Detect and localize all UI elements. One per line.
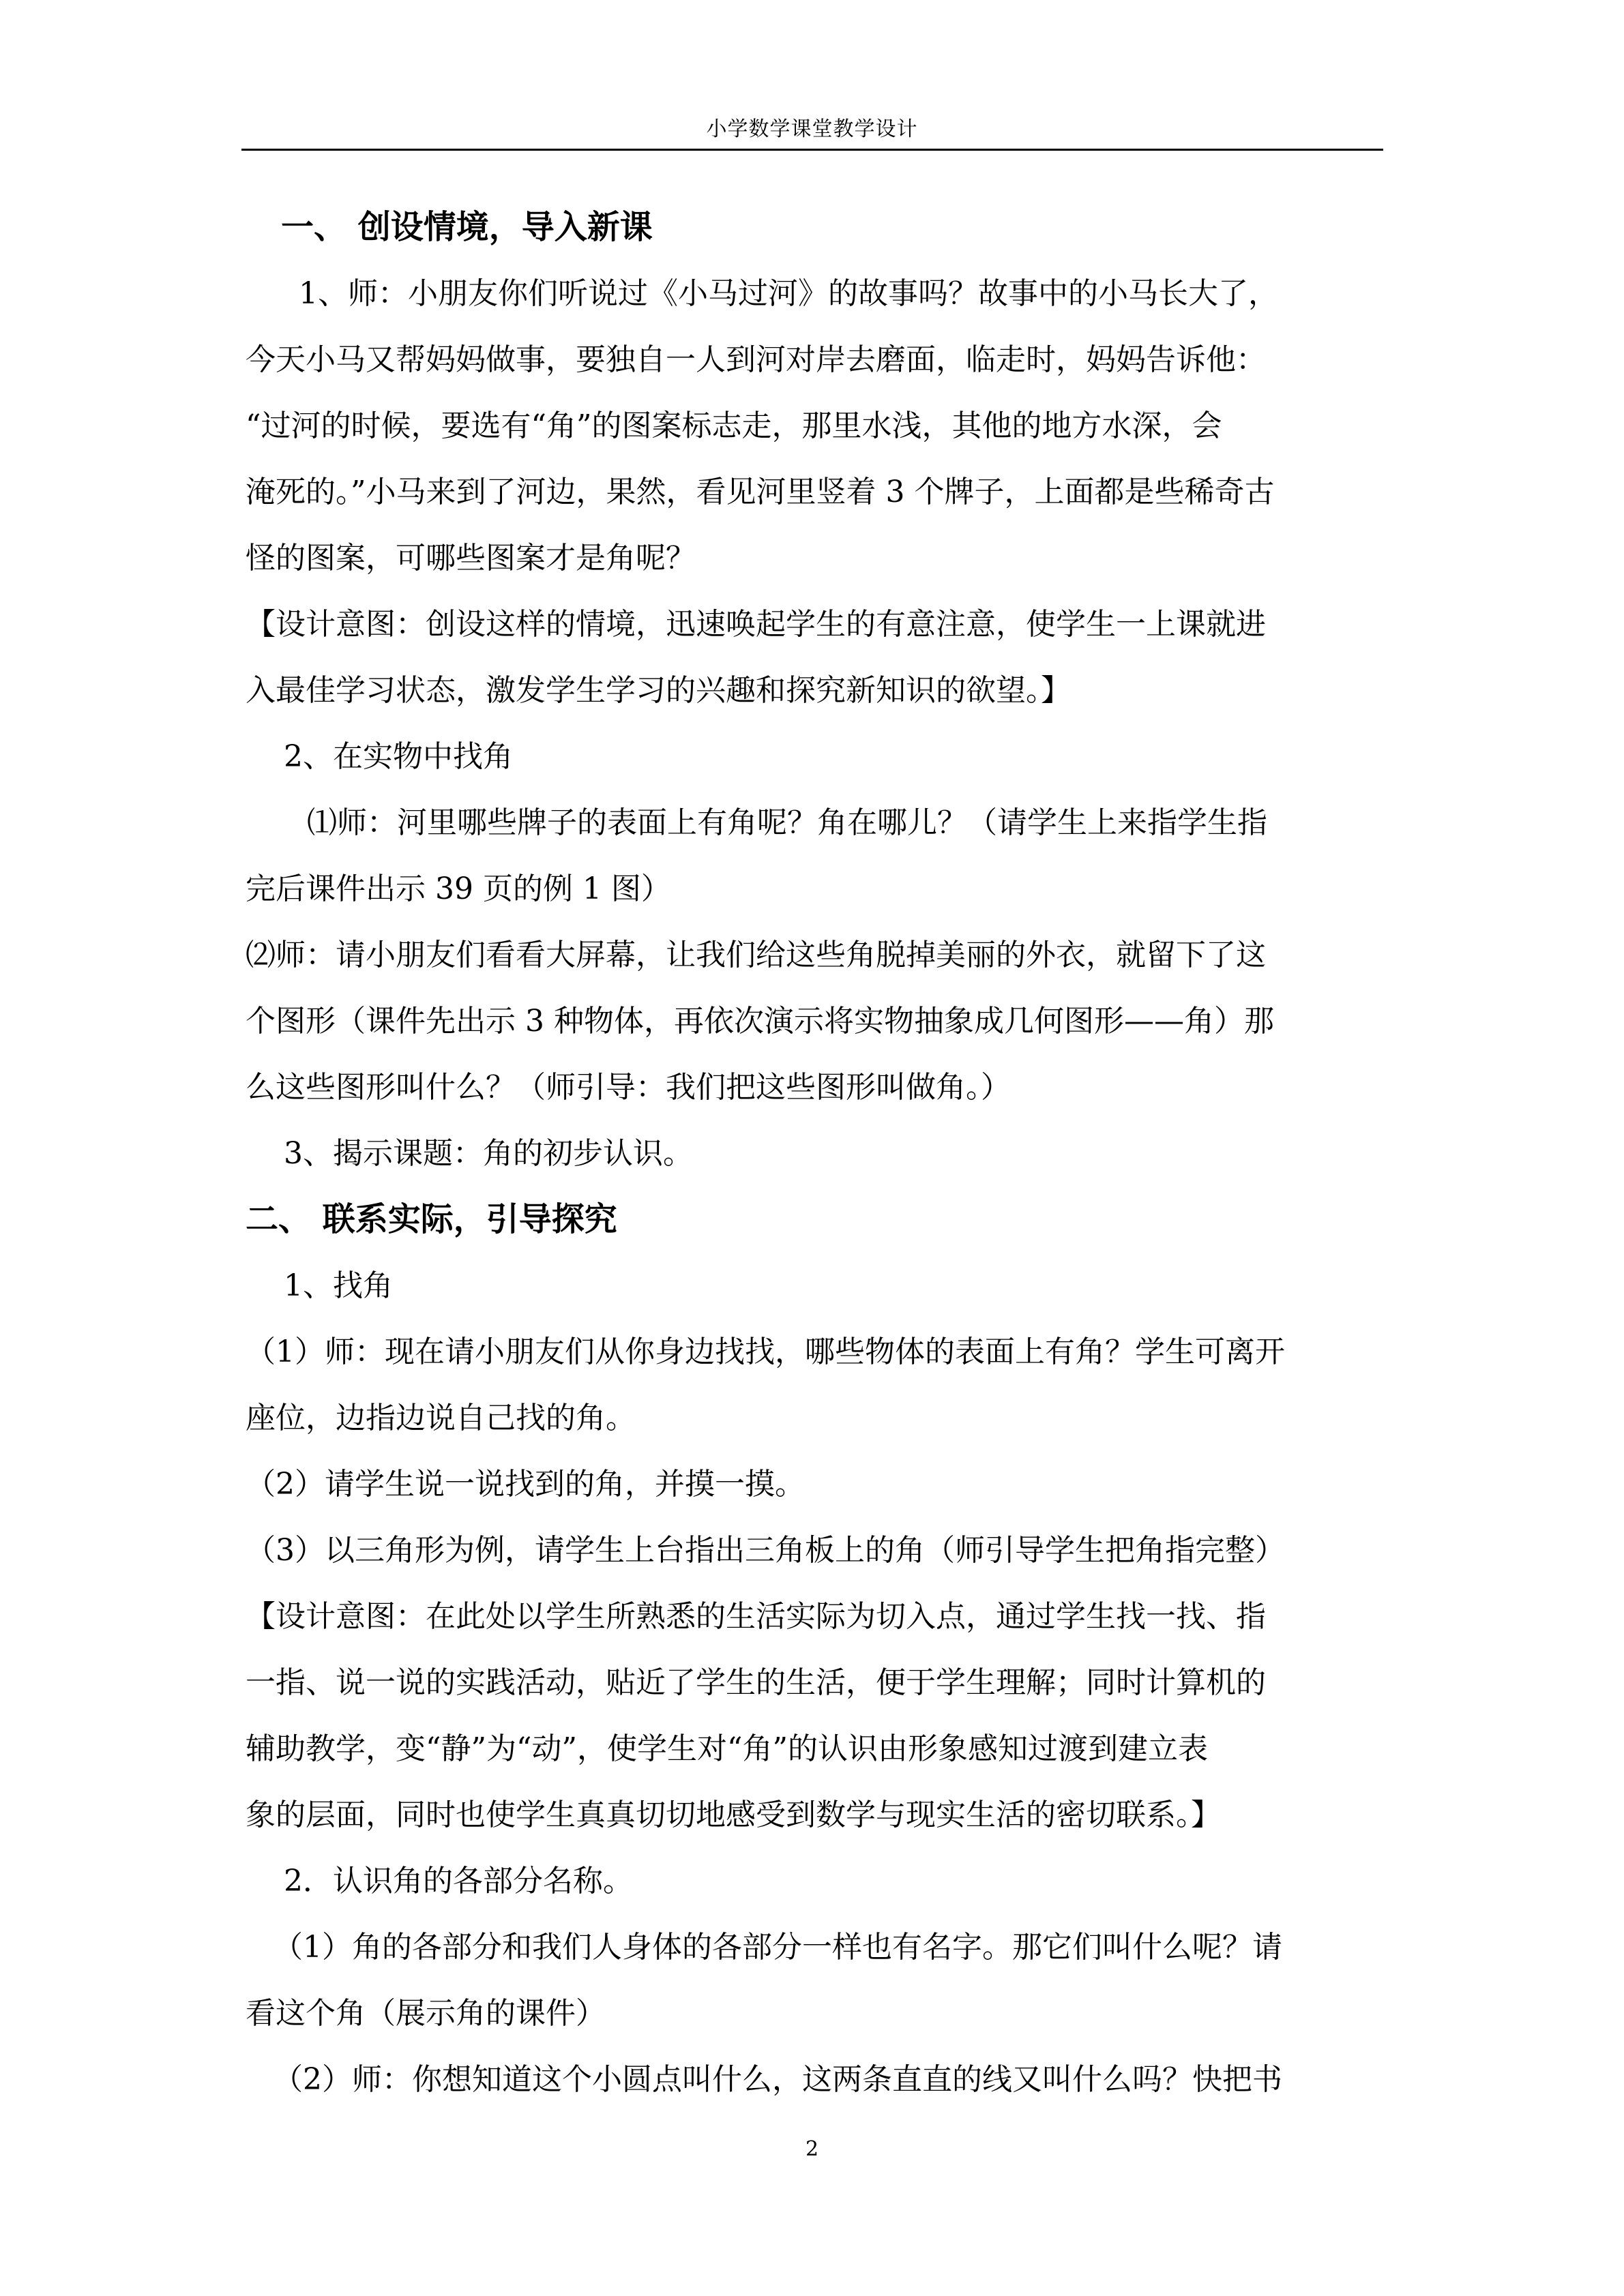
- paragraph-line: 2．认识角的各部分名称。: [284, 1864, 633, 1898]
- paragraph-line: 1、找角: [284, 1268, 393, 1303]
- paragraph-line: （1）师：现在请小朋友们从你身边找找，哪些物体的表面上有角？学生可离开: [246, 1335, 1285, 1369]
- section-heading: 一、 创设情境，导入新课: [281, 208, 653, 246]
- design-intent-line: 象的层面，同时也使学生真真切切地感受到数学与现实生活的密切联系。】: [246, 1798, 1221, 1832]
- paragraph-line: 个图形（课件先出示 3 种物体，再依次演示将实物抽象成几何图形——角）那: [246, 1004, 1274, 1039]
- paragraph-line: 怪的图案，可哪些图案才是角呢？: [246, 541, 696, 576]
- paragraph-line: 3、揭示课题：角的初步认识。: [284, 1136, 693, 1171]
- design-intent-line: 一指、说一说的实践活动，贴近了学生的生活，便于学生理解；同时计算机的: [246, 1665, 1266, 1700]
- paragraph-line: 今天小马又帮妈妈做事，要独自一人到河对岸去磨面，临走时，妈妈告诉他：: [246, 342, 1266, 377]
- paragraph-line: （3）以三角形为例，请学生上台指出三角板上的角（师引导学生把角指完整）: [246, 1533, 1285, 1568]
- paragraph-line: （2）师：你想知道这个小圆点叫什么，这两条直直的线又叫什么吗？快把书: [273, 2062, 1282, 2097]
- document-body: [246, 194, 1378, 2113]
- page-number: 2: [805, 2137, 819, 2161]
- paragraph-line: 淹死的。”小马来到了河边，果然，看见河里竖着 3 个牌子，上面都是些稀奇古: [246, 475, 1275, 509]
- paragraph-line: 看这个角（展示角的课件）: [246, 1996, 606, 2031]
- design-intent-line: 入最佳学习状态，激发学生学习的兴趣和探究新知识的欲望。】: [246, 673, 1071, 708]
- design-intent-line: 辅助教学，变“静”为“动”，使学生对“角”的认识由形象感知过渡到建立表: [246, 1731, 1208, 1766]
- page-header-title: 小学数学课堂教学设计: [706, 117, 918, 141]
- paragraph-line: 座位，边指边说自己找的角。: [246, 1401, 636, 1435]
- paragraph-line: “过河的时候，要选有“角”的图案标志走，那里水浅，其他的地方水深，会: [246, 408, 1222, 443]
- design-intent-line: 【设计意图：在此处以学生所熟悉的生活实际为切入点，通过学生找一找、指: [246, 1599, 1266, 1634]
- header-divider: [241, 149, 1383, 151]
- paragraph-line: 1、师：小朋友你们听说过《小马过河》的故事吗？故事中的小马长大了，: [299, 276, 1278, 311]
- paragraph-line: （1）角的各部分和我们人身体的各部分一样也有名字。那它们叫什么呢？请: [273, 1930, 1282, 1965]
- paragraph-line: ⑴师：河里哪些牌子的表面上有角呢？角在哪儿？（请学生上来指学生指: [307, 805, 1267, 840]
- paragraph-line: （2）请学生说一说找到的角，并摸一摸。: [246, 1467, 805, 1502]
- design-intent-line: 【设计意图：创设这样的情境，迅速唤起学生的有意注意，使学生一上课就进: [246, 607, 1266, 642]
- paragraph-line: 完后课件出示 39 页的例 1 图）: [246, 871, 671, 906]
- section-heading: 二、 联系实际，引导探究: [246, 1200, 617, 1238]
- paragraph-line: 2、在实物中找角: [284, 739, 513, 774]
- paragraph-line: ⑵师：请小朋友们看看大屏幕，让我们给这些角脱掉美丽的外衣，就留下了这: [246, 938, 1266, 972]
- paragraph-line: 么这些图形叫什么？（师引导：我们把这些图形叫做角。）: [246, 1070, 1011, 1105]
